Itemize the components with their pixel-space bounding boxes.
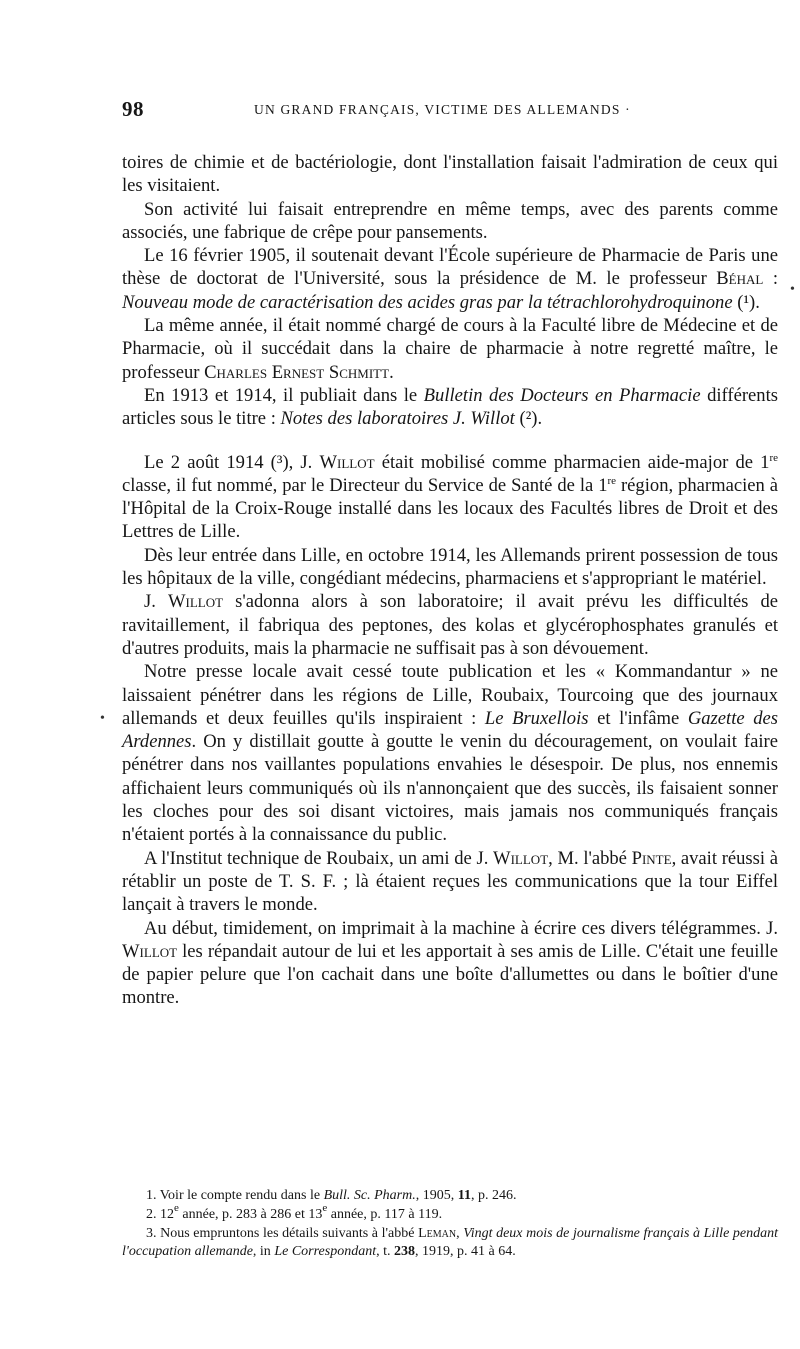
paragraph-11 — [122, 917, 778, 1010]
text-segment: , p. 246. — [470, 1188, 517, 1203]
text-segment: , avait réussi à rétablir un poste de T. S. F. ; là étaient reçues les communications que la tour Eiffel lançait à travers le monde. — [122, 847, 778, 916]
paragraph-9 — [122, 660, 778, 846]
text-segment: J. — [144, 591, 168, 613]
text-segment: classe, il fut nommé, par le Directeur du Service de Santé de la 1 — [122, 474, 608, 496]
footnotes — [122, 1187, 778, 1262]
text-segment: En 1913 et 1914, il publiait dans le — [144, 384, 424, 406]
text-segment: était mobilisé comme pharmacien aide-major de 1 — [374, 451, 770, 473]
text-segment: Au début, timidement, on imprimait à la machine à écrire ces divers télégrammes. J. — [144, 917, 778, 939]
paragraph-1-text: toires de chimie et de bactériologie, dont l'installation faisait l'admiration de ceux qui les visitaient. — [122, 152, 778, 197]
margin-dot-mark: • — [790, 282, 795, 297]
journal-title: Bulletin des Docteurs en Pharmacie — [423, 384, 701, 406]
newspaper-title: Le Bruxellois — [484, 707, 589, 729]
ordinal-suffix: re — [607, 474, 617, 487]
text-segment: 1. Voir le compte rendu dans le — [146, 1188, 324, 1203]
newspaper-title: Gazette des Ardennes — [122, 707, 778, 753]
person-name: Willot — [493, 847, 549, 869]
footnote-ref: ¹ — [743, 291, 750, 313]
text-segment: Le 16 février 1905, il soutenait devant l'École supérieure de Pharmacie de Paris une thèse de doctorat de l'Université, sous la présidence de M. le professeur — [122, 245, 778, 290]
paragraph-5 — [122, 384, 778, 431]
text-segment: ( — [514, 408, 526, 430]
person-name: Willot — [167, 591, 224, 613]
text-segment: Notre presse locale avait cessé toute publication et les « Kommandantur » ne laissaient pénétrer dans les régions de Lille, Roubaix, Tourcoing que des journaux allemands et deux feuilles qu'ils inspiraient : — [122, 661, 778, 729]
ordinal-suffix: e — [322, 1201, 328, 1214]
person-name: Charles Ernest Schmitt — [204, 361, 390, 383]
text-segment: différents articles sous le titre : — [122, 384, 778, 430]
text-segment: , M. l'abbé — [548, 847, 632, 869]
paragraph-3 — [122, 244, 778, 314]
ordinal-suffix: e — [174, 1201, 179, 1214]
running-head: UN GRAND FRANÇAIS, VICTIME DES ALLEMANDS · — [254, 102, 631, 118]
text-segment: , 1919, p. 41 à 64. — [414, 1244, 516, 1260]
text-segment: ). — [749, 291, 760, 313]
person-name: Willot — [122, 940, 178, 962]
text-segment: Le 2 août 1914 ( — [144, 451, 277, 473]
text-segment: , 1905, — [415, 1188, 458, 1203]
text-segment: région, pharmacien à l'Hôpital de la Croix-Rouge installé dans les locaux des Facultés libres de Droit et des Lettres de Lille. — [122, 474, 778, 543]
page-number: 98 — [122, 97, 144, 121]
margin-dot-mark: • — [100, 711, 105, 726]
text-segment: A l'Institut technique de Roubaix, un ami de J. — [144, 847, 494, 869]
person-name: Pinte — [631, 847, 672, 869]
footnote-1 — [122, 1187, 778, 1206]
text-segment: les répandait autour de lui et les apportait à ses amis de Lille. C'était une feuille de papier pelure que l'on cachait dans une boîte d'allumettes ou dans le boîtier d'une montre. — [122, 940, 778, 1009]
text-segment: La même année, il était nommé chargé de cours à la Faculté libre de Médecine et de Pharmacie, où il succédait dans la chaire de pharmacie à notre regretté maître, le professeur — [122, 315, 778, 383]
text-segment: , t. — [376, 1244, 394, 1260]
paragraph-6 — [122, 451, 778, 544]
paragraph-7-text: Dès leur entrée dans Lille, en octobre 1914, les Allemands prirent possession de tous les hôpitaux de la ville, congédiant médecins, pharmaciens et s'appropriant le matériel. — [122, 544, 778, 590]
footnote-ref: ³ — [276, 451, 283, 473]
text-segment: ( — [732, 291, 744, 313]
text-segment: s'adonna alors à son laboratoire; il avait prévu les difficultés de ravitaillement, il fabriqua des peptones, des kolas et glycérophosphates granulés et d'autres produits, mais la pharmacie ne suffisait pas à son dévouement. — [122, 591, 778, 659]
body-text — [122, 151, 778, 1010]
text-segment: : — [763, 268, 778, 290]
volume-number: 238 — [393, 1244, 415, 1260]
text-segment: . On y distillait goutte à goutte le venin du découragement, on voulait faire pénétrer dans nos vaillantes populations envahies le désespoir. De plus, nos ennemis affichaient leurs communiqués où ils n'annonçaient que des succès, ils faisaient sonner les cloches pour des soi disant victoires, mais jamais nos communiqués français n'étaient portés à la connaissance du public. — [122, 731, 778, 846]
paragraph-1 — [122, 151, 778, 198]
journal-title: Le Correspondant — [274, 1244, 377, 1260]
person-name: Béhal — [716, 268, 764, 290]
text-segment: , in — [252, 1244, 275, 1260]
footnote-ref: ² — [525, 408, 532, 430]
person-name: Leman — [418, 1225, 457, 1241]
text-segment: ), J. — [282, 451, 320, 473]
text-segment: année, p. 117 à 119. — [327, 1206, 443, 1222]
paragraph-2-text: Son activité lui faisait entreprendre en même temps, avec des parents comme associés, une fabrique de crêpe pour pansements. — [122, 198, 778, 243]
book-title: Vingt deux mois de journalisme français à Lille pendant l'occupation allemande — [122, 1225, 778, 1260]
volume-number: 11 — [457, 1188, 471, 1203]
text-segment: 3. Nous empruntons les détails suivants à l'abbé — [146, 1225, 419, 1241]
paragraph-10 — [122, 847, 778, 917]
paragraph-8 — [122, 590, 778, 660]
footnote-3 — [122, 1225, 778, 1263]
page-header — [122, 97, 778, 127]
text-segment: . — [389, 361, 394, 383]
text-segment: ). — [531, 408, 543, 430]
person-name: Willot — [319, 451, 375, 473]
footnote-2 — [122, 1201, 778, 1225]
ordinal-suffix: re — [769, 451, 778, 464]
text-segment: et l'infâme — [588, 707, 688, 729]
text-segment: année, p. 283 à 286 et 13 — [178, 1206, 323, 1222]
article-title: Notes des laboratoires J. Willot — [280, 408, 515, 430]
text-segment: , — [456, 1225, 464, 1241]
thesis-title: Nouveau mode de caractérisation des acides gras par la tétrachlorohydroquinone — [122, 291, 733, 313]
text-segment: 2. 12 — [146, 1206, 174, 1222]
paragraph-4 — [122, 314, 778, 384]
paragraph-7 — [122, 544, 778, 591]
journal-title: Bull. Sc. Pharm. — [323, 1188, 416, 1203]
paragraph-2 — [122, 198, 778, 245]
